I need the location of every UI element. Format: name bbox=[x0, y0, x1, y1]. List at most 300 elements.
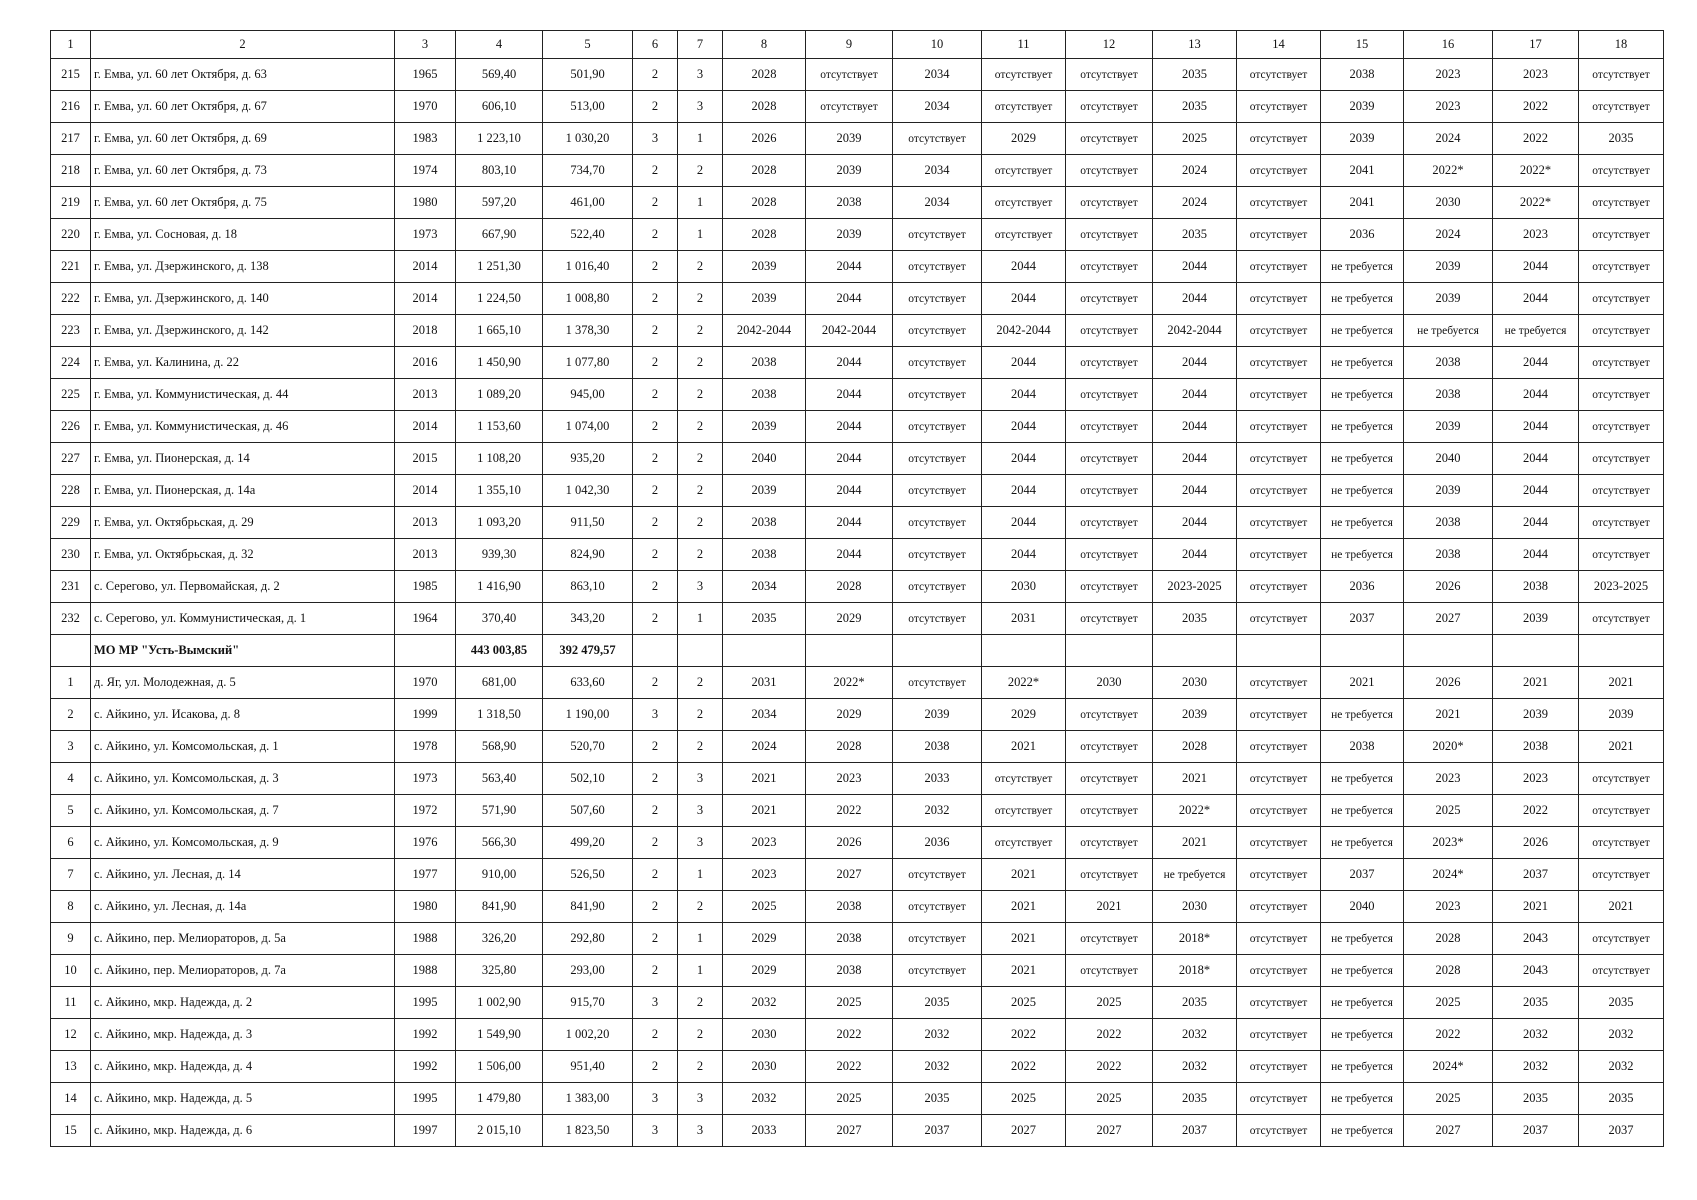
cell-col-11 bbox=[982, 635, 1066, 667]
cell-col-12: 2021 bbox=[1066, 891, 1153, 923]
cell-col-12: отсутствует bbox=[1066, 571, 1153, 603]
cell-col-9: 2022 bbox=[806, 1019, 893, 1051]
cell-living-area: 1 190,00 bbox=[543, 699, 633, 731]
cell-total-area: 325,80 bbox=[456, 955, 543, 987]
cell-floors: 2 bbox=[633, 667, 678, 699]
cell-address: г. Емва, ул. 60 лет Октября, д. 67 bbox=[91, 91, 395, 123]
cell-entrances: 2 bbox=[678, 155, 723, 187]
cell-row-number: 224 bbox=[51, 347, 91, 379]
cell-col-10: 2035 bbox=[893, 1083, 982, 1115]
cell-entrances: 2 bbox=[678, 667, 723, 699]
cell-col-11: 2029 bbox=[982, 123, 1066, 155]
cell-total-area: 1 002,90 bbox=[456, 987, 543, 1019]
cell-col-12: отсутствует bbox=[1066, 603, 1153, 635]
cell-col-12: 2022 bbox=[1066, 1019, 1153, 1051]
table-row bbox=[51, 187, 1664, 219]
cell-row-number: 3 bbox=[51, 731, 91, 763]
cell-row-number: 225 bbox=[51, 379, 91, 411]
cell-col-17: 2022* bbox=[1493, 187, 1579, 219]
table-row bbox=[51, 123, 1664, 155]
cell-col-14: отсутствует bbox=[1237, 475, 1321, 507]
cell-col-16: 2026 bbox=[1404, 571, 1493, 603]
cell-floors: 2 bbox=[633, 891, 678, 923]
cell-col-15: 2038 bbox=[1321, 59, 1404, 91]
cell-living-area: 522,40 bbox=[543, 219, 633, 251]
cell-col-18: 2023-2025 bbox=[1579, 571, 1664, 603]
cell-total-area: 606,10 bbox=[456, 91, 543, 123]
cell-col-8: 2039 bbox=[723, 411, 806, 443]
cell-col-8: 2034 bbox=[723, 699, 806, 731]
cell-total-area: 1 665,10 bbox=[456, 315, 543, 347]
cell-floors bbox=[633, 635, 678, 667]
cell-col-13: 2023-2025 bbox=[1153, 571, 1237, 603]
cell-address: г. Емва, ул. Коммунистическая, д. 46 bbox=[91, 411, 395, 443]
cell-col-12: отсутствует bbox=[1066, 347, 1153, 379]
cell-col-17: 2035 bbox=[1493, 987, 1579, 1019]
cell-col-8 bbox=[723, 635, 806, 667]
cell-col-11: отсутствует bbox=[982, 91, 1066, 123]
cell-entrances: 3 bbox=[678, 59, 723, 91]
cell-col-9: 2042-2044 bbox=[806, 315, 893, 347]
cell-address: д. Яг, ул. Молодежная, д. 5 bbox=[91, 667, 395, 699]
cell-col-8: 2021 bbox=[723, 763, 806, 795]
cell-floors: 3 bbox=[633, 1115, 678, 1147]
cell-col-13: 2044 bbox=[1153, 283, 1237, 315]
column-header-14: 14 bbox=[1237, 31, 1321, 59]
cell-row-number: 222 bbox=[51, 283, 91, 315]
cell-year-built: 1976 bbox=[395, 827, 456, 859]
table-row bbox=[51, 251, 1664, 283]
cell-entrances: 2 bbox=[678, 411, 723, 443]
cell-living-area: 951,40 bbox=[543, 1051, 633, 1083]
cell-col-17: 2023 bbox=[1493, 219, 1579, 251]
cell-total-area: 1 108,20 bbox=[456, 443, 543, 475]
cell-col-15: не требуется bbox=[1321, 699, 1404, 731]
cell-floors: 2 bbox=[633, 955, 678, 987]
cell-total-area: 2 015,10 bbox=[456, 1115, 543, 1147]
cell-col-17: 2037 bbox=[1493, 1115, 1579, 1147]
cell-total-area: 841,90 bbox=[456, 891, 543, 923]
cell-col-10: отсутствует bbox=[893, 667, 982, 699]
cell-row-number: 228 bbox=[51, 475, 91, 507]
cell-year-built: 1995 bbox=[395, 987, 456, 1019]
cell-year-built: 1992 bbox=[395, 1019, 456, 1051]
cell-col-10: отсутствует bbox=[893, 475, 982, 507]
cell-col-10: отсутствует bbox=[893, 923, 982, 955]
cell-living-area: 824,90 bbox=[543, 539, 633, 571]
cell-col-15: не требуется bbox=[1321, 795, 1404, 827]
table-row bbox=[51, 891, 1664, 923]
cell-col-15: не требуется bbox=[1321, 1115, 1404, 1147]
cell-col-14: отсутствует bbox=[1237, 731, 1321, 763]
table-row bbox=[51, 507, 1664, 539]
cell-col-15: не требуется bbox=[1321, 411, 1404, 443]
cell-col-16: 2030 bbox=[1404, 187, 1493, 219]
cell-col-14: отсутствует bbox=[1237, 859, 1321, 891]
cell-entrances: 1 bbox=[678, 603, 723, 635]
table-row bbox=[51, 475, 1664, 507]
cell-col-8: 2024 bbox=[723, 731, 806, 763]
table-row bbox=[51, 795, 1664, 827]
cell-row-number: 1 bbox=[51, 667, 91, 699]
table-row bbox=[51, 603, 1664, 635]
cell-total-area: 803,10 bbox=[456, 155, 543, 187]
cell-col-12: отсутствует bbox=[1066, 443, 1153, 475]
cell-col-17: 2043 bbox=[1493, 955, 1579, 987]
table-row bbox=[51, 827, 1664, 859]
column-header-12: 12 bbox=[1066, 31, 1153, 59]
cell-year-built: 2014 bbox=[395, 251, 456, 283]
cell-col-13: 2035 bbox=[1153, 603, 1237, 635]
cell-living-area: 513,00 bbox=[543, 91, 633, 123]
cell-col-18: 2021 bbox=[1579, 891, 1664, 923]
cell-col-16: 2024* bbox=[1404, 859, 1493, 891]
cell-col-10: отсутствует bbox=[893, 251, 982, 283]
cell-col-18: 2035 bbox=[1579, 987, 1664, 1019]
cell-col-10: 2032 bbox=[893, 795, 982, 827]
cell-year-built: 1970 bbox=[395, 667, 456, 699]
cell-address: с. Айкино, ул. Комсомольская, д. 1 bbox=[91, 731, 395, 763]
cell-col-17: 2021 bbox=[1493, 891, 1579, 923]
cell-col-9: 2044 bbox=[806, 539, 893, 571]
cell-address: с. Айкино, ул. Комсомольская, д. 3 bbox=[91, 763, 395, 795]
cell-col-9: 2022* bbox=[806, 667, 893, 699]
table-row bbox=[51, 379, 1664, 411]
cell-col-18: 2037 bbox=[1579, 1115, 1664, 1147]
cell-col-9: 2025 bbox=[806, 1083, 893, 1115]
cell-col-15: не требуется bbox=[1321, 315, 1404, 347]
cell-col-16: 2023 bbox=[1404, 91, 1493, 123]
cell-living-area: 526,50 bbox=[543, 859, 633, 891]
cell-col-16: 2024* bbox=[1404, 1051, 1493, 1083]
cell-col-15: не требуется bbox=[1321, 379, 1404, 411]
cell-col-18: отсутствует bbox=[1579, 347, 1664, 379]
cell-row-number: 229 bbox=[51, 507, 91, 539]
cell-col-8: 2038 bbox=[723, 539, 806, 571]
cell-col-9: 2029 bbox=[806, 699, 893, 731]
cell-year-built: 1970 bbox=[395, 91, 456, 123]
cell-living-area: 1 042,30 bbox=[543, 475, 633, 507]
cell-living-area: 501,90 bbox=[543, 59, 633, 91]
table-row bbox=[51, 763, 1664, 795]
cell-year-built: 2015 bbox=[395, 443, 456, 475]
cell-total-area: 1 479,80 bbox=[456, 1083, 543, 1115]
cell-row-number: 12 bbox=[51, 1019, 91, 1051]
cell-total-area: 1 093,20 bbox=[456, 507, 543, 539]
cell-col-9: 2044 bbox=[806, 347, 893, 379]
cell-col-17: 2037 bbox=[1493, 859, 1579, 891]
cell-col-16: 2027 bbox=[1404, 603, 1493, 635]
cell-year-built: 1978 bbox=[395, 731, 456, 763]
cell-col-9: 2044 bbox=[806, 379, 893, 411]
cell-total-area: 569,40 bbox=[456, 59, 543, 91]
cell-col-15: 2041 bbox=[1321, 155, 1404, 187]
cell-col-11: 2044 bbox=[982, 379, 1066, 411]
cell-living-area: 1 008,80 bbox=[543, 283, 633, 315]
cell-col-9: 2026 bbox=[806, 827, 893, 859]
cell-address: с. Серегово, ул. Первомайская, д. 2 bbox=[91, 571, 395, 603]
cell-col-12: 2022 bbox=[1066, 1051, 1153, 1083]
cell-entrances: 2 bbox=[678, 507, 723, 539]
cell-col-18: отсутствует bbox=[1579, 219, 1664, 251]
cell-col-11: 2044 bbox=[982, 283, 1066, 315]
cell-year-built bbox=[395, 635, 456, 667]
cell-col-16: 2028 bbox=[1404, 923, 1493, 955]
cell-year-built: 2014 bbox=[395, 411, 456, 443]
cell-col-18: 2039 bbox=[1579, 699, 1664, 731]
cell-total-area: 326,20 bbox=[456, 923, 543, 955]
table-row bbox=[51, 923, 1664, 955]
cell-col-16: 2025 bbox=[1404, 795, 1493, 827]
cell-col-10: 2032 bbox=[893, 1051, 982, 1083]
cell-floors: 2 bbox=[633, 219, 678, 251]
cell-floors: 2 bbox=[633, 795, 678, 827]
column-header-6: 6 bbox=[633, 31, 678, 59]
cell-col-13 bbox=[1153, 635, 1237, 667]
cell-col-11: 2044 bbox=[982, 347, 1066, 379]
cell-living-area: 392 479,57 bbox=[543, 635, 633, 667]
cell-entrances: 1 bbox=[678, 923, 723, 955]
cell-col-15: не требуется bbox=[1321, 443, 1404, 475]
cell-col-12: отсутствует bbox=[1066, 283, 1153, 315]
cell-col-14: отсутствует bbox=[1237, 1083, 1321, 1115]
cell-col-14: отсутствует bbox=[1237, 91, 1321, 123]
cell-col-18: отсутствует bbox=[1579, 379, 1664, 411]
cell-address: с. Айкино, мкр. Надежда, д. 4 bbox=[91, 1051, 395, 1083]
cell-total-area: 563,40 bbox=[456, 763, 543, 795]
cell-col-17: 2023 bbox=[1493, 763, 1579, 795]
cell-col-14: отсутствует bbox=[1237, 923, 1321, 955]
cell-entrances: 2 bbox=[678, 731, 723, 763]
cell-row-number: 10 bbox=[51, 955, 91, 987]
cell-total-area: 443 003,85 bbox=[456, 635, 543, 667]
cell-col-11: 2022* bbox=[982, 667, 1066, 699]
cell-floors: 2 bbox=[633, 59, 678, 91]
cell-col-9: 2038 bbox=[806, 187, 893, 219]
table-row bbox=[51, 859, 1664, 891]
cell-row-number: 13 bbox=[51, 1051, 91, 1083]
cell-col-10: отсутствует bbox=[893, 891, 982, 923]
cell-col-11: 2025 bbox=[982, 1083, 1066, 1115]
cell-col-9: 2022 bbox=[806, 795, 893, 827]
cell-entrances: 2 bbox=[678, 1019, 723, 1051]
table-row bbox=[51, 91, 1664, 123]
cell-col-15: не требуется bbox=[1321, 827, 1404, 859]
cell-col-14: отсутствует bbox=[1237, 891, 1321, 923]
cell-col-18: 2032 bbox=[1579, 1019, 1664, 1051]
cell-total-area: 681,00 bbox=[456, 667, 543, 699]
cell-entrances: 3 bbox=[678, 1115, 723, 1147]
column-header-16: 16 bbox=[1404, 31, 1493, 59]
cell-total-area: 1 549,90 bbox=[456, 1019, 543, 1051]
cell-col-9: 2025 bbox=[806, 987, 893, 1019]
housing-repair-schedule-table bbox=[50, 30, 1664, 1147]
cell-col-14: отсутствует bbox=[1237, 155, 1321, 187]
cell-col-9: 2039 bbox=[806, 219, 893, 251]
column-header-7: 7 bbox=[678, 31, 723, 59]
cell-col-15: 2038 bbox=[1321, 731, 1404, 763]
cell-col-17: 2044 bbox=[1493, 507, 1579, 539]
cell-col-13: 2035 bbox=[1153, 219, 1237, 251]
cell-col-9: 2044 bbox=[806, 475, 893, 507]
cell-col-11: 2044 bbox=[982, 507, 1066, 539]
cell-col-13: 2044 bbox=[1153, 507, 1237, 539]
cell-floors: 2 bbox=[633, 475, 678, 507]
cell-col-13: 2024 bbox=[1153, 187, 1237, 219]
cell-col-17: 2044 bbox=[1493, 539, 1579, 571]
cell-col-14: отсутствует bbox=[1237, 251, 1321, 283]
cell-col-15: не требуется bbox=[1321, 763, 1404, 795]
table-row bbox=[51, 219, 1664, 251]
cell-row-number: 226 bbox=[51, 411, 91, 443]
cell-col-14: отсутствует bbox=[1237, 1051, 1321, 1083]
cell-row-number: 15 bbox=[51, 1115, 91, 1147]
cell-entrances: 2 bbox=[678, 891, 723, 923]
cell-col-10: отсутствует bbox=[893, 347, 982, 379]
cell-entrances: 2 bbox=[678, 315, 723, 347]
cell-col-14: отсутствует bbox=[1237, 667, 1321, 699]
cell-entrances: 2 bbox=[678, 251, 723, 283]
cell-col-8: 2025 bbox=[723, 891, 806, 923]
cell-entrances: 1 bbox=[678, 955, 723, 987]
cell-col-14 bbox=[1237, 635, 1321, 667]
cell-col-8: 2040 bbox=[723, 443, 806, 475]
cell-col-17: 2032 bbox=[1493, 1051, 1579, 1083]
cell-year-built: 1964 bbox=[395, 603, 456, 635]
cell-col-10: 2039 bbox=[893, 699, 982, 731]
cell-col-9: 2038 bbox=[806, 891, 893, 923]
cell-row-number: 216 bbox=[51, 91, 91, 123]
cell-col-16: 2024 bbox=[1404, 123, 1493, 155]
cell-col-17: 2021 bbox=[1493, 667, 1579, 699]
cell-col-15: 2021 bbox=[1321, 667, 1404, 699]
cell-col-8: 2026 bbox=[723, 123, 806, 155]
cell-col-12: отсутствует bbox=[1066, 859, 1153, 891]
table-row bbox=[51, 59, 1664, 91]
cell-col-18: отсутствует bbox=[1579, 603, 1664, 635]
cell-living-area: 1 074,00 bbox=[543, 411, 633, 443]
cell-col-10: отсутствует bbox=[893, 379, 982, 411]
cell-col-12: отсутствует bbox=[1066, 123, 1153, 155]
cell-col-11: отсутствует bbox=[982, 827, 1066, 859]
cell-col-12: отсутствует bbox=[1066, 155, 1153, 187]
cell-row-number bbox=[51, 635, 91, 667]
cell-address: г. Емва, ул. 60 лет Октября, д. 73 bbox=[91, 155, 395, 187]
cell-col-10: отсутствует bbox=[893, 443, 982, 475]
cell-col-11: отсутствует bbox=[982, 187, 1066, 219]
cell-col-17: 2035 bbox=[1493, 1083, 1579, 1115]
cell-col-16: 2025 bbox=[1404, 1083, 1493, 1115]
cell-floors: 3 bbox=[633, 987, 678, 1019]
cell-col-14: отсутствует bbox=[1237, 507, 1321, 539]
column-header-17: 17 bbox=[1493, 31, 1579, 59]
cell-living-area: 499,20 bbox=[543, 827, 633, 859]
cell-col-8: 2038 bbox=[723, 379, 806, 411]
cell-col-12: отсутствует bbox=[1066, 955, 1153, 987]
document-page bbox=[50, 30, 1664, 1147]
cell-col-16: 2039 bbox=[1404, 251, 1493, 283]
cell-col-12: отсутствует bbox=[1066, 731, 1153, 763]
cell-col-10: отсутствует bbox=[893, 315, 982, 347]
cell-col-17: 2039 bbox=[1493, 603, 1579, 635]
cell-address: г. Емва, ул. Дзержинского, д. 138 bbox=[91, 251, 395, 283]
cell-total-area: 1 251,30 bbox=[456, 251, 543, 283]
cell-address: г. Емва, ул. Калинина, д. 22 bbox=[91, 347, 395, 379]
cell-col-12 bbox=[1066, 635, 1153, 667]
cell-col-13: 2035 bbox=[1153, 987, 1237, 1019]
cell-col-8: 2033 bbox=[723, 1115, 806, 1147]
cell-col-15: 2037 bbox=[1321, 603, 1404, 635]
cell-col-10: отсутствует bbox=[893, 123, 982, 155]
cell-living-area: 343,20 bbox=[543, 603, 633, 635]
cell-row-number: 8 bbox=[51, 891, 91, 923]
cell-entrances: 2 bbox=[678, 283, 723, 315]
cell-col-9: 2022 bbox=[806, 1051, 893, 1083]
column-header-15: 15 bbox=[1321, 31, 1404, 59]
cell-col-8: 2031 bbox=[723, 667, 806, 699]
cell-entrances bbox=[678, 635, 723, 667]
cell-floors: 2 bbox=[633, 379, 678, 411]
cell-floors: 2 bbox=[633, 763, 678, 795]
table-row bbox=[51, 731, 1664, 763]
cell-total-area: 1 089,20 bbox=[456, 379, 543, 411]
cell-floors: 2 bbox=[633, 1051, 678, 1083]
cell-col-10: 2034 bbox=[893, 187, 982, 219]
cell-col-11: 2044 bbox=[982, 539, 1066, 571]
cell-col-13: 2039 bbox=[1153, 699, 1237, 731]
cell-col-15: не требуется bbox=[1321, 347, 1404, 379]
cell-col-11: отсутствует bbox=[982, 795, 1066, 827]
cell-col-17: 2038 bbox=[1493, 731, 1579, 763]
cell-col-9: 2039 bbox=[806, 123, 893, 155]
table-row bbox=[51, 411, 1664, 443]
cell-address: г. Емва, ул. Коммунистическая, д. 44 bbox=[91, 379, 395, 411]
cell-address: г. Емва, ул. Пионерская, д. 14 bbox=[91, 443, 395, 475]
cell-living-area: 841,90 bbox=[543, 891, 633, 923]
cell-col-18: отсутствует bbox=[1579, 475, 1664, 507]
cell-floors: 2 bbox=[633, 923, 678, 955]
cell-year-built: 1983 bbox=[395, 123, 456, 155]
cell-row-number: 220 bbox=[51, 219, 91, 251]
cell-living-area: 633,60 bbox=[543, 667, 633, 699]
cell-col-11: 2044 bbox=[982, 251, 1066, 283]
cell-col-12: 2025 bbox=[1066, 1083, 1153, 1115]
cell-col-11: 2027 bbox=[982, 1115, 1066, 1147]
cell-col-12: отсутствует bbox=[1066, 923, 1153, 955]
cell-total-area: 1 355,10 bbox=[456, 475, 543, 507]
cell-col-17: 2044 bbox=[1493, 283, 1579, 315]
cell-address: с. Айкино, ул. Исакова, д. 8 bbox=[91, 699, 395, 731]
cell-row-number: 230 bbox=[51, 539, 91, 571]
cell-living-area: 734,70 bbox=[543, 155, 633, 187]
cell-col-12: отсутствует bbox=[1066, 795, 1153, 827]
cell-col-14: отсутствует bbox=[1237, 123, 1321, 155]
cell-col-13: 2044 bbox=[1153, 443, 1237, 475]
cell-total-area: 1 153,60 bbox=[456, 411, 543, 443]
cell-col-16: 2022 bbox=[1404, 1019, 1493, 1051]
table-row bbox=[51, 1115, 1664, 1147]
cell-row-number: 219 bbox=[51, 187, 91, 219]
cell-col-15: не требуется bbox=[1321, 475, 1404, 507]
cell-year-built: 2013 bbox=[395, 507, 456, 539]
cell-col-13: 2030 bbox=[1153, 891, 1237, 923]
cell-col-9: 2039 bbox=[806, 155, 893, 187]
cell-col-18: отсутствует bbox=[1579, 283, 1664, 315]
cell-col-14: отсутствует bbox=[1237, 699, 1321, 731]
cell-address: с. Айкино, пер. Мелиораторов, д. 5а bbox=[91, 923, 395, 955]
cell-col-17: 2043 bbox=[1493, 923, 1579, 955]
column-header-3: 3 bbox=[395, 31, 456, 59]
